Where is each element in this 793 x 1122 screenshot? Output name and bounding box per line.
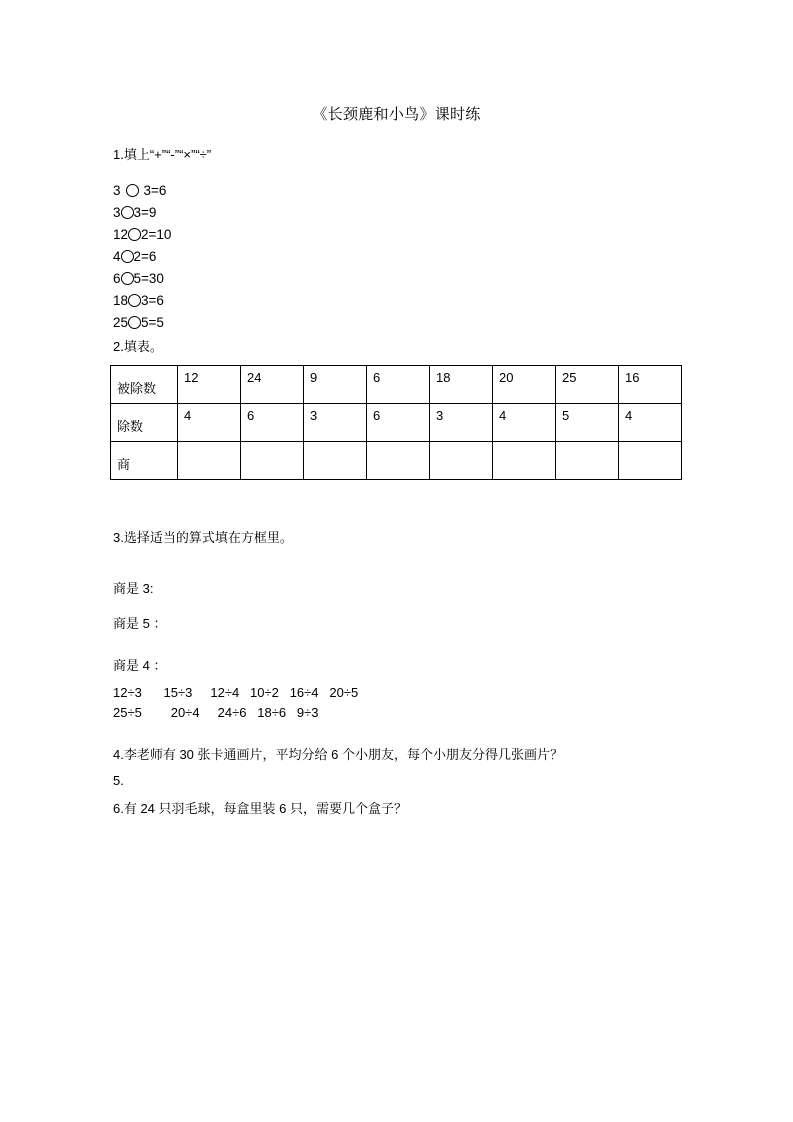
quotient-label-3: 商是 3:	[113, 581, 154, 596]
table-cell-blank[interactable]	[430, 442, 493, 480]
table-row	[111, 404, 682, 442]
equation-right: 3=6	[143, 183, 167, 198]
table-cell[interactable]: 5	[556, 404, 619, 442]
table-cell[interactable]: 6	[367, 366, 430, 404]
equation-left: 6	[113, 271, 121, 286]
row-header-dividend: 被除数	[111, 366, 178, 404]
equation-left: 3	[113, 183, 121, 198]
table-cell-blank[interactable]	[367, 442, 430, 480]
operator-circle-icon[interactable]	[126, 184, 139, 197]
operator-circle-icon[interactable]	[121, 250, 134, 263]
equation-left: 3	[113, 205, 121, 220]
table-cell[interactable]: 6	[367, 404, 430, 442]
question-1-equation-list	[113, 180, 171, 334]
question-1-heading	[113, 148, 211, 161]
table-cell[interactable]: 25	[556, 366, 619, 404]
question-3-heading: 3.选择适当的算式填在方框里。	[113, 530, 293, 545]
equation-line	[113, 180, 171, 202]
question-5-text: 5.	[113, 773, 124, 788]
equation-right: 2=6	[133, 249, 157, 264]
equation-right: 2=10	[141, 227, 172, 242]
table-cell[interactable]: 16	[619, 366, 682, 404]
operator-circle-icon[interactable]	[128, 294, 141, 307]
table-cell-blank[interactable]	[241, 442, 304, 480]
question-4-text: 4.李老师有 30 张卡通画片，平均分给 6 个小朋友，每个小朋友分得几张画片？	[113, 747, 563, 762]
table-cell-blank[interactable]	[493, 442, 556, 480]
equation-line	[113, 224, 171, 246]
division-fill-table	[110, 365, 682, 480]
table-cell-blank[interactable]	[178, 442, 241, 480]
table-cell[interactable]: 4	[619, 404, 682, 442]
expression-row: 12÷3 15÷3 12÷4 10÷2 16÷4 20÷5	[113, 685, 359, 700]
table-cell[interactable]: 12	[178, 366, 241, 404]
division-fill-table-wrapper	[110, 365, 682, 480]
equation-right: 3=9	[133, 205, 157, 220]
operator-circle-icon[interactable]	[128, 228, 141, 241]
table-cell[interactable]: 3	[430, 404, 493, 442]
table-cell[interactable]: 4	[178, 404, 241, 442]
question-2-heading: 2.填表。	[113, 339, 163, 354]
table-cell-blank[interactable]	[556, 442, 619, 480]
operator-circle-icon[interactable]	[128, 316, 141, 329]
table-cell-blank[interactable]	[619, 442, 682, 480]
equation-line	[113, 290, 171, 312]
equation-right: 5=30	[133, 271, 164, 286]
row-header-quotient: 商	[111, 442, 178, 480]
equation-left: 18	[113, 293, 129, 308]
quotient-label-5: 商是 5 ：	[113, 616, 167, 631]
equation-line	[113, 312, 171, 334]
equation-left: 25	[113, 315, 129, 330]
operator-circle-icon[interactable]	[121, 272, 134, 285]
equation-line	[113, 202, 171, 224]
question-6-text: 6.有 24 只羽毛球，每盒里装 6 只，需要几个盒子？	[113, 801, 407, 816]
equation-right: 3=6	[141, 293, 164, 308]
equation-left: 12	[113, 227, 129, 242]
row-header-divisor: 除数	[111, 404, 178, 442]
table-cell[interactable]: 4	[493, 404, 556, 442]
operator-circle-icon[interactable]	[121, 206, 134, 219]
page-title: 《长颈鹿和小鸟》课时练	[312, 106, 481, 123]
equation-line	[113, 246, 171, 268]
equation-left: 4	[113, 249, 121, 264]
expression-row: 25÷5 20÷4 24÷6 18÷6 9÷3	[113, 705, 319, 720]
table-row	[111, 366, 682, 404]
table-cell[interactable]: 18	[430, 366, 493, 404]
quotient-label-4: 商是 4 ：	[113, 658, 167, 673]
table-row	[111, 442, 682, 480]
table-cell-blank[interactable]	[304, 442, 367, 480]
table-cell[interactable]: 24	[241, 366, 304, 404]
table-cell[interactable]: 20	[493, 366, 556, 404]
table-cell[interactable]: 3	[304, 404, 367, 442]
equation-line	[113, 268, 171, 290]
table-cell[interactable]: 9	[304, 366, 367, 404]
table-cell[interactable]: 6	[241, 404, 304, 442]
question-1-heading-text: 1.填上“+”“-”“×”“÷”	[113, 147, 212, 162]
equation-right: 5=5	[141, 315, 164, 330]
